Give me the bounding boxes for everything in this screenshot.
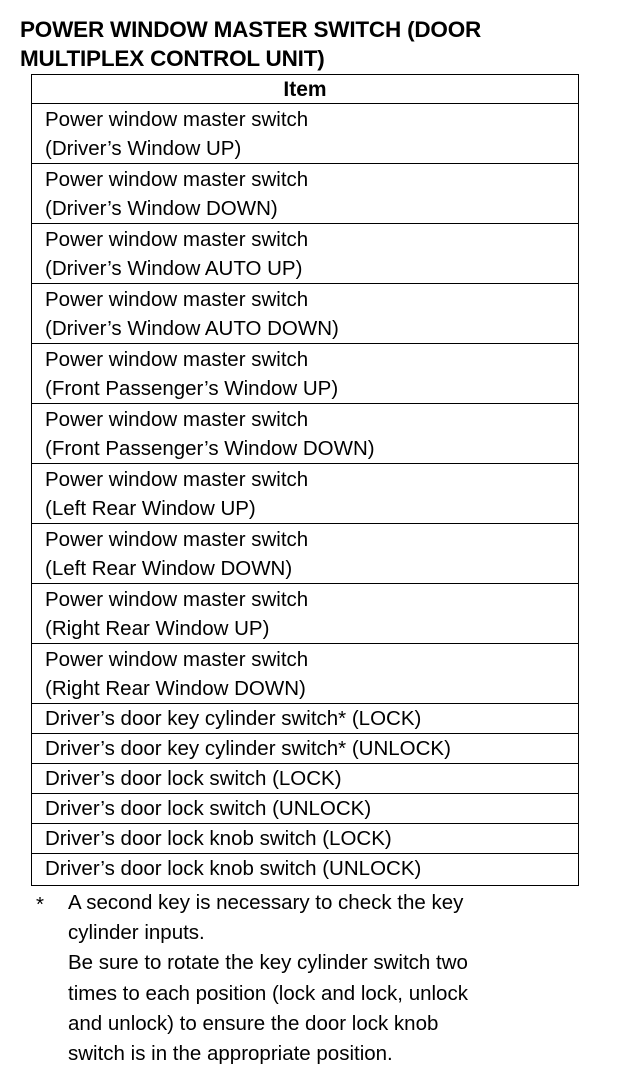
table-header-item: Item — [32, 75, 578, 104]
table-row: Driver’s door lock knob switch (LOCK) — [32, 824, 578, 854]
table-row: Driver’s door key cylinder switch* (LOCK) — [32, 704, 578, 734]
table-row: Driver’s door key cylinder switch* (UNLOCK) — [32, 734, 578, 764]
row-line-2: (Right Rear Window DOWN) — [45, 677, 306, 700]
table-row: Driver’s door lock switch (LOCK) — [32, 764, 578, 794]
row-line-1: Power window master switch — [45, 648, 309, 671]
table-row — [32, 464, 578, 524]
row-line-2: (Driver’s Window UP) — [45, 137, 242, 160]
footnote-line: A second key is necessary to check the key — [68, 891, 464, 914]
row-line-1: Power window master switch — [45, 408, 309, 431]
row-line-1: Power window master switch — [45, 588, 309, 611]
row-line-2: (Left Rear Window DOWN) — [45, 557, 293, 580]
table-row — [32, 584, 578, 644]
table-row — [32, 644, 578, 704]
table-row — [32, 284, 578, 344]
footnote-text — [68, 888, 616, 1069]
row-line-2: (Front Passenger’s Window DOWN) — [45, 437, 375, 460]
table-row — [32, 164, 578, 224]
table-row: Driver’s door lock knob switch (UNLOCK) — [45, 857, 422, 880]
row-line-1: Power window master switch — [45, 468, 309, 491]
row-line-1: Power window master switch — [45, 228, 309, 251]
footnote-marker: * — [36, 893, 44, 916]
footnote — [36, 888, 616, 1069]
table-row: Driver’s door lock switch (UNLOCK) — [32, 794, 578, 824]
row-line-2: (Front Passenger’s Window UP) — [45, 377, 339, 400]
row-line-2: (Driver’s Window AUTO UP) — [45, 257, 303, 280]
row-line-1: Power window master switch — [45, 108, 309, 131]
row-line-1: Power window master switch — [45, 348, 309, 371]
title-line-1: POWER WINDOW MASTER SWITCH (DOOR — [20, 17, 482, 42]
row-line-1: Power window master switch — [45, 168, 309, 191]
table-row — [32, 524, 578, 584]
footnote-line: times to each position (lock and lock, unlock — [68, 981, 468, 1005]
table-row — [32, 344, 578, 404]
table-row — [32, 404, 578, 464]
row-line-1: Power window master switch — [45, 288, 309, 311]
row-line-2: (Driver’s Window AUTO DOWN) — [45, 317, 339, 340]
row-line-2: (Left Rear Window UP) — [45, 497, 256, 520]
footnote-line: and unlock) to ensure the door lock knob — [68, 1011, 439, 1035]
row-line-2: (Right Rear Window UP) — [45, 617, 270, 640]
footnote-line: Be sure to rotate the key cylinder switch two — [68, 951, 468, 975]
row-line-1: Power window master switch — [45, 528, 309, 551]
row-line-2: (Driver’s Window DOWN) — [45, 197, 278, 220]
title-line-2: MULTIPLEX CONTROL UNIT) — [20, 46, 325, 71]
table-row — [32, 224, 578, 284]
footnote-line: cylinder inputs. — [68, 921, 205, 945]
section-title — [20, 15, 610, 73]
table-row — [32, 104, 578, 164]
footnote-line: switch is in the appropriate position. — [68, 1042, 393, 1066]
item-table — [31, 74, 579, 886]
